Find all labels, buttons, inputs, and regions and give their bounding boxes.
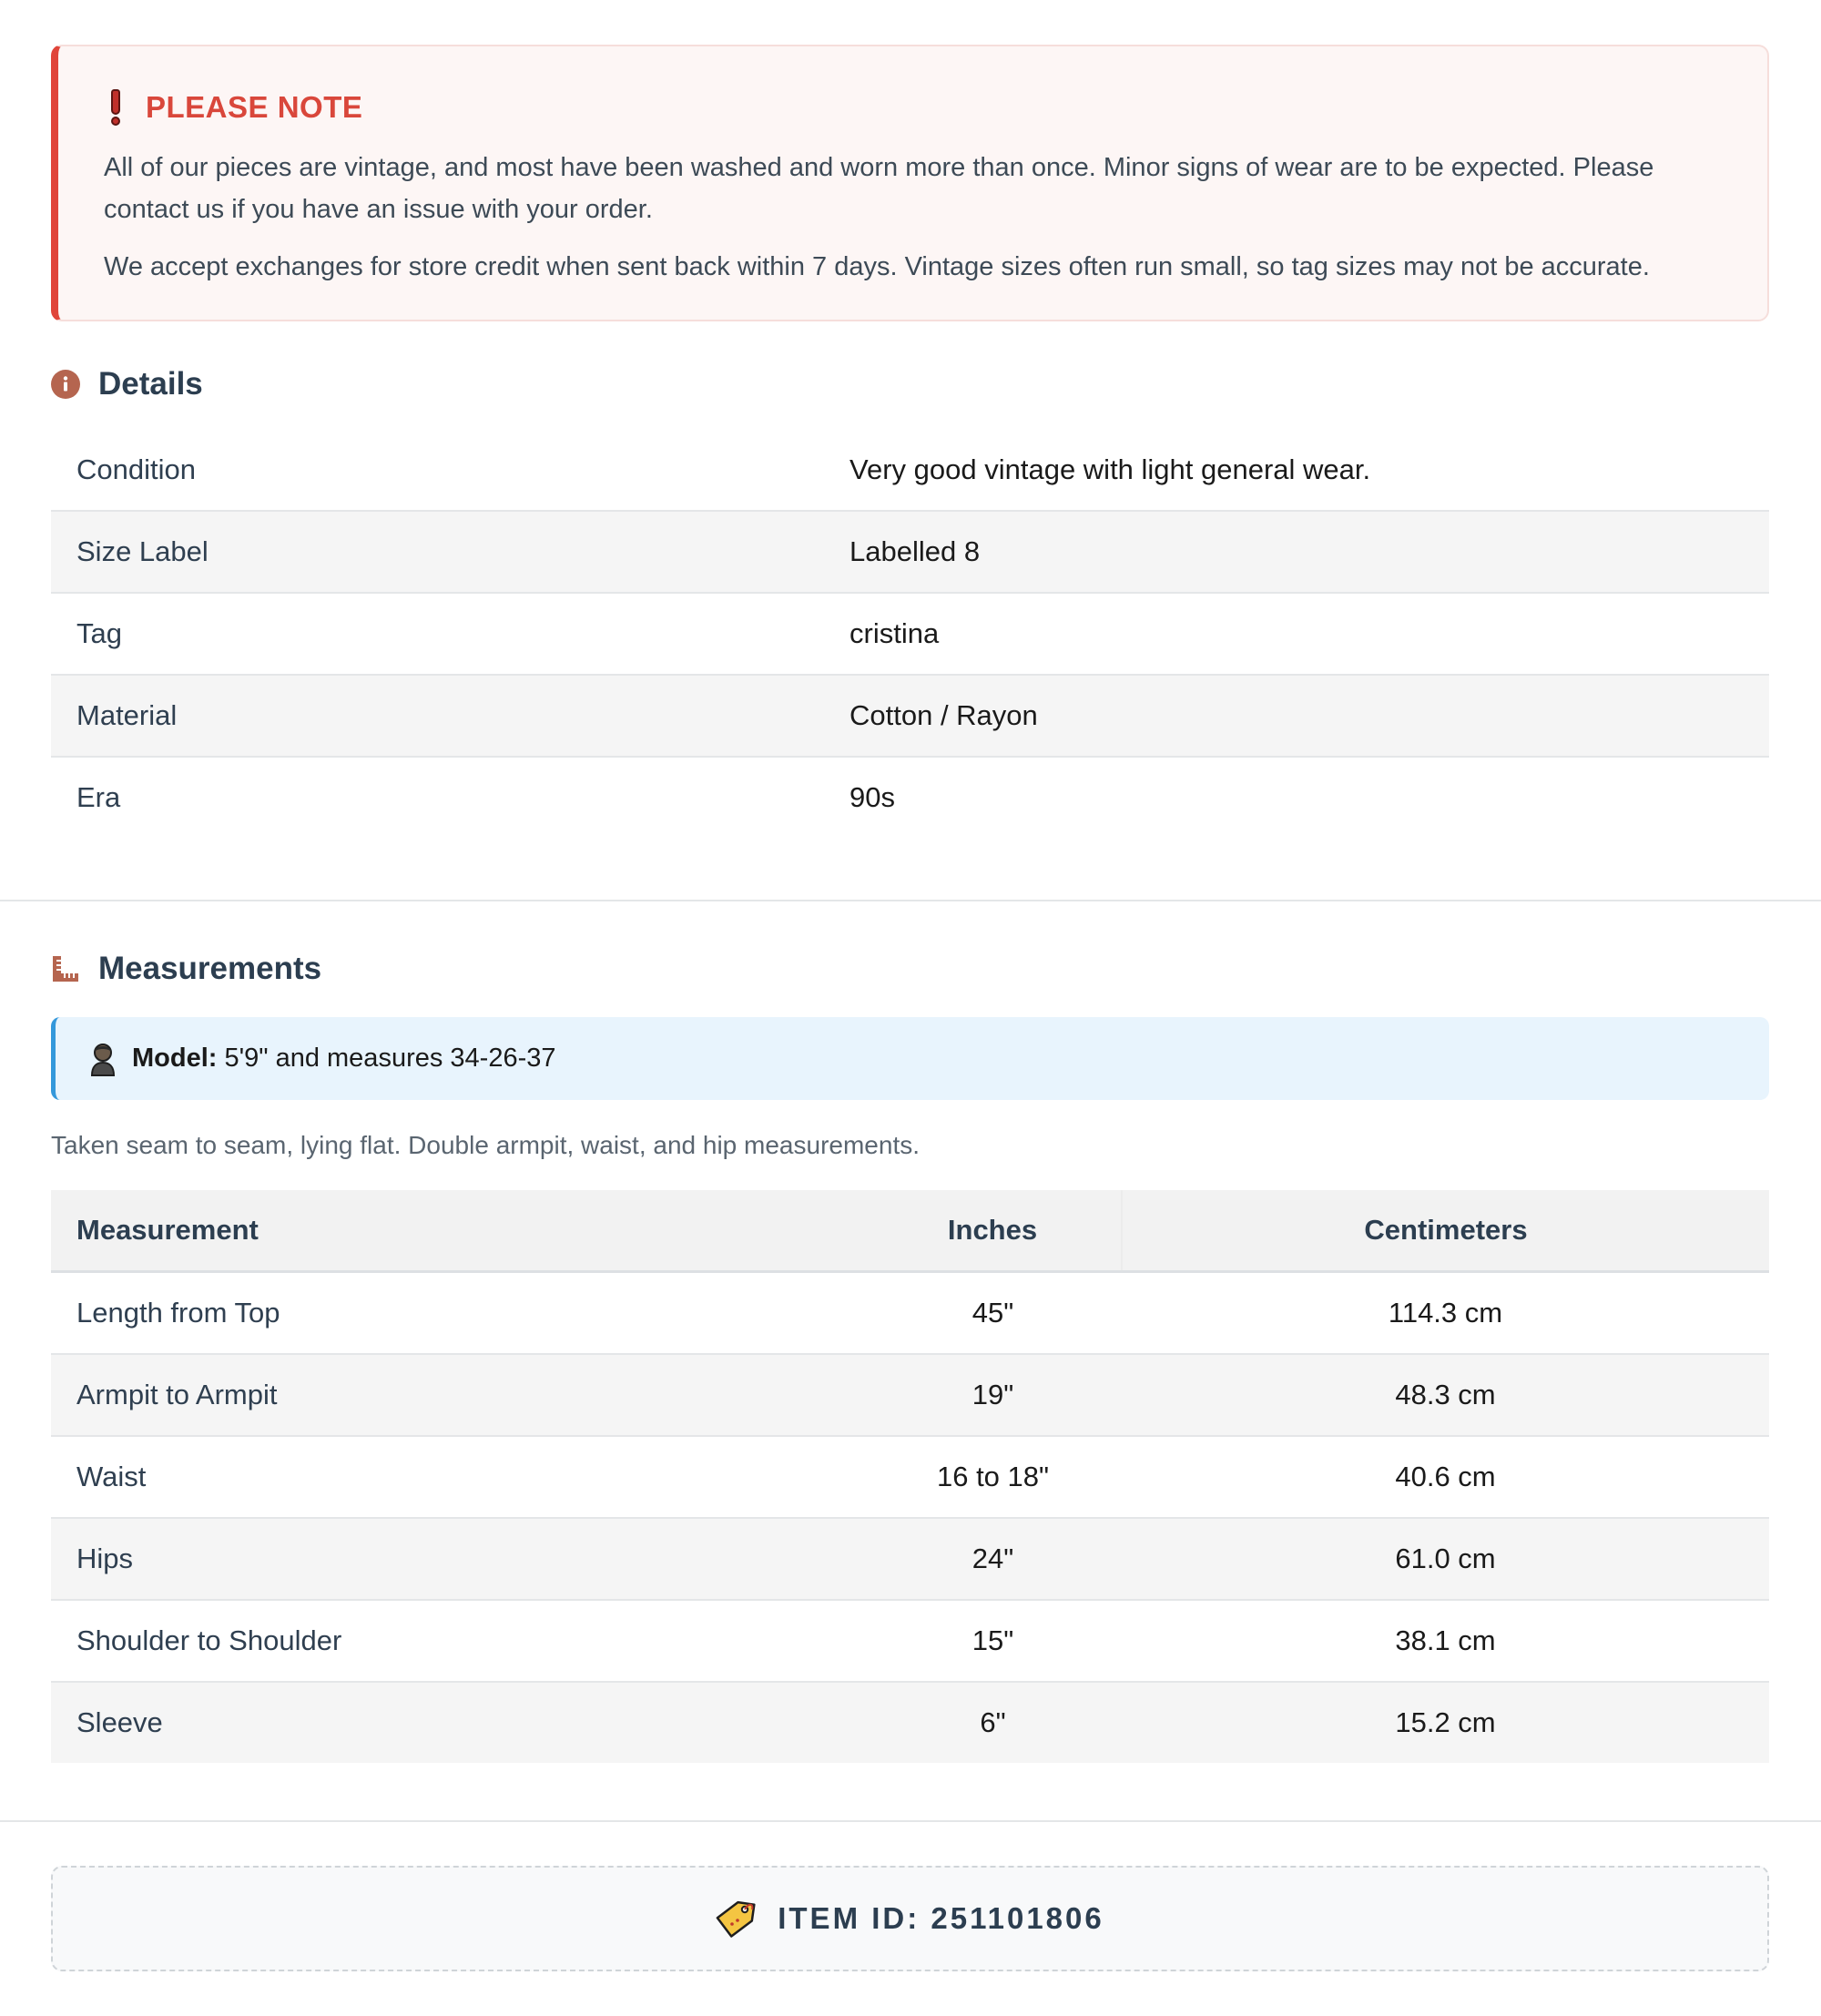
measurement-row [51, 1436, 1769, 1518]
details-heading [51, 366, 203, 402]
note-paragraph-2: We accept exchanges for store credit when sent back within 7 days. Vintage sizes often run small, so tag sizes may not be accurate. [104, 252, 1650, 281]
details-row [51, 511, 1769, 593]
measurement-row [51, 1354, 1769, 1436]
details-row [51, 757, 1769, 838]
measurement-inches: 45" [864, 1272, 1122, 1355]
ruler-icon [51, 954, 80, 983]
note-paragraph-1: All of our pieces are vintage, and most have been washed and worn more than once. Minor signs of wear are to be expected. Please contact us if you have an issue with your order. [104, 153, 1654, 224]
details-value: Cotton / Rayon [824, 675, 1769, 757]
item-id-box [51, 1866, 1769, 1971]
details-value: cristina [824, 593, 1769, 675]
details-title: Details [98, 366, 203, 402]
note-title: PLEASE NOTE [146, 90, 363, 124]
model-text: 5'9" and measures 34-26-37 [224, 1044, 556, 1073]
details-row [51, 593, 1769, 675]
section-divider [0, 1820, 1821, 1822]
info-icon [51, 370, 80, 399]
details-label: Material [51, 675, 824, 757]
details-value: Very good vintage with light general wear. [824, 430, 1769, 511]
note-header [104, 85, 1720, 130]
measurement-name: Sleeve [51, 1682, 864, 1763]
measurement-name: Hips [51, 1518, 864, 1600]
person-icon [86, 1041, 119, 1077]
details-value: Labelled 8 [824, 511, 1769, 593]
details-label: Size Label [51, 511, 824, 593]
measurement-name: Length from Top [51, 1272, 864, 1355]
measurement-name: Shoulder to Shoulder [51, 1600, 864, 1682]
measurements-caption: Taken seam to seam, lying flat. Double armpit, waist, and hip measurements. [51, 1131, 920, 1159]
model-label: Model: [132, 1044, 218, 1073]
measurement-name: Waist [51, 1436, 864, 1518]
measurement-row [51, 1272, 1769, 1355]
details-label: Tag [51, 593, 824, 675]
please-note-box [51, 45, 1769, 321]
measurement-inches: 15" [864, 1600, 1122, 1682]
measurements-header-row [51, 1190, 1769, 1272]
measurements-heading [51, 951, 321, 987]
measurements-table [51, 1190, 1769, 1763]
measurement-inches: 19" [864, 1354, 1122, 1436]
measurement-cm: 15.2 cm [1122, 1682, 1769, 1763]
header-centimeters: Centimeters [1122, 1190, 1769, 1272]
measurement-inches: 16 to 18" [864, 1436, 1122, 1518]
model-info-callout [51, 1017, 1769, 1100]
measurements-title: Measurements [98, 951, 322, 986]
measurement-name: Armpit to Armpit [51, 1354, 864, 1436]
details-label: Condition [51, 430, 824, 511]
measurement-cm: 40.6 cm [1122, 1436, 1769, 1518]
measurement-row [51, 1600, 1769, 1682]
exclamation-icon [109, 89, 122, 126]
measurement-cm: 48.3 cm [1122, 1354, 1769, 1436]
details-label: Era [76, 781, 121, 813]
header-measurement: Measurement [51, 1190, 864, 1272]
details-row [51, 430, 1769, 511]
measurement-inches: 24" [864, 1518, 1122, 1600]
header-inches: Inches [864, 1190, 1122, 1272]
measurement-cm: 114.3 cm [1122, 1272, 1769, 1355]
details-value: 90s [849, 781, 895, 813]
section-divider [0, 900, 1821, 901]
measurement-row [51, 1518, 1769, 1600]
item-id-label: ITEM ID: 251101806 [778, 1901, 1104, 1935]
details-row [51, 675, 1769, 757]
measurement-inches: 6" [864, 1682, 1122, 1763]
measurement-cm: 61.0 cm [1122, 1518, 1769, 1600]
price-tag-icon [716, 1899, 756, 1939]
details-table [51, 430, 1769, 838]
measurement-cm: 38.1 cm [1122, 1600, 1769, 1682]
measurement-row [51, 1682, 1769, 1763]
